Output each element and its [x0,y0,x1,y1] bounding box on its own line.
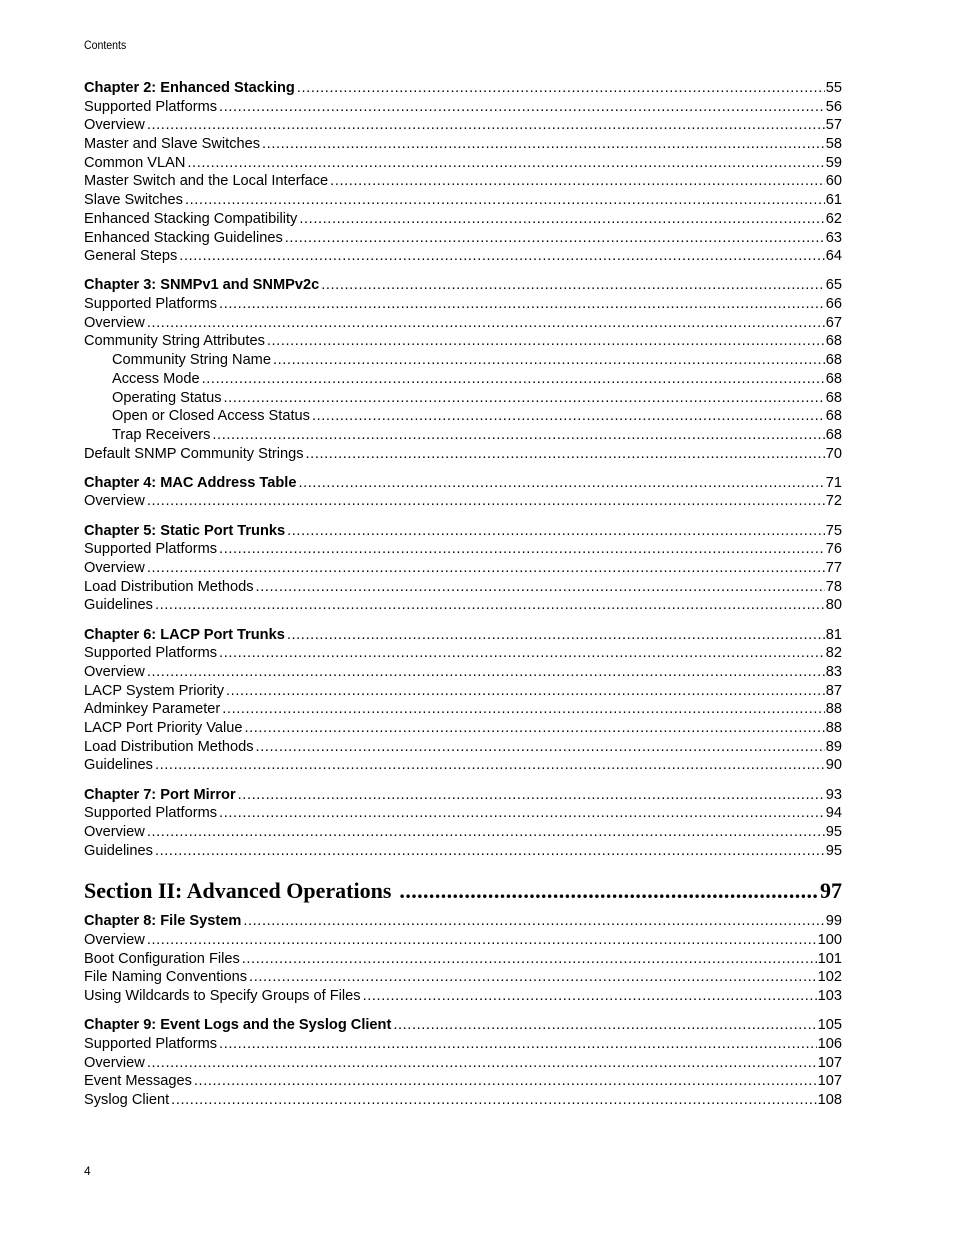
toc-entry-title: Load Distribution Methods [84,738,254,755]
dot-leader [217,644,825,663]
toc-entry-title: Supported Platforms [84,541,218,558]
dot-leader [285,522,825,541]
toc-entry-title: Community String Name [112,352,271,369]
toc-entry[interactable] [84,738,842,757]
toc-entry[interactable] [84,172,842,191]
toc-entry[interactable] [84,332,842,351]
toc-entry[interactable] [84,314,842,333]
dot-leader [169,1091,816,1110]
toc-chapter-group [84,912,842,1005]
toc-entry-page-number: 60 [825,173,842,190]
toc-entry[interactable] [84,682,842,701]
dot-leader [240,950,817,969]
toc-entry-title: Overview [84,493,145,510]
toc-entry-page-number: 64 [825,248,842,265]
toc-entry-title: Chapter 3: SNMPv1 and SNMPv2c [84,277,320,294]
toc-entry-page-number: 61 [825,192,842,209]
toc-entry-page-number: 65 [825,277,842,294]
dot-leader [217,804,825,823]
toc-entry-title: Supported Platforms [84,1035,218,1052]
dot-leader [217,540,825,559]
toc-entry-page-number: 68 [825,370,842,387]
toc-entry-title: Overview [84,823,145,840]
dot-leader [210,426,824,445]
dot-leader [285,626,825,645]
toc-subentry[interactable] [84,389,842,408]
toc-entry-title: Slave Switches [84,192,183,209]
dot-leader [183,191,825,210]
toc-entry-page-number: 100 [817,932,842,948]
dot-leader [200,370,825,389]
dot-leader [177,247,824,266]
toc-entry-page-number: 106 [817,1035,842,1052]
toc-subentry[interactable] [84,370,842,389]
dot-leader [254,578,825,597]
toc-entry-title: Load Distribution Methods [84,578,254,595]
toc-chapter-group [84,276,842,463]
dot-leader [247,968,817,987]
toc-chapter-group [84,1016,842,1109]
toc-entry-page-number: 93 [825,786,842,803]
toc-entry-page-number: 71 [825,474,842,491]
toc-entry-title: Access Mode [112,370,200,387]
dot-leader [145,559,825,578]
toc-entry[interactable] [84,756,842,775]
toc-entry-title: Chapter 6: LACP Port Trunks [84,626,285,643]
dot-leader [236,786,825,805]
toc-entry-title: Enhanced Stacking Guidelines [84,229,283,246]
dot-leader [222,389,825,408]
dot-leader [145,492,825,511]
toc-entry[interactable] [84,987,842,1006]
toc-entry-title: Overview [84,117,145,134]
toc-entry-page-number: 95 [825,823,842,840]
toc-chapter-entry[interactable] [84,276,842,295]
toc-entry[interactable] [84,968,842,987]
toc-entry[interactable] [84,578,842,597]
toc-entry-title: Supported Platforms [84,98,218,115]
toc-entry[interactable] [84,644,842,663]
toc-entry-title: Chapter 7: Port Mirror [84,786,236,803]
dot-leader [217,98,825,117]
dot-leader [217,1035,817,1054]
toc-entry[interactable] [84,1072,842,1091]
section-page-number: 97 [820,878,842,904]
dot-leader [283,229,825,248]
toc-entry[interactable] [84,596,842,615]
toc-entry-page-number: 101 [817,950,842,967]
toc-entry[interactable] [84,950,842,969]
dot-leader [319,276,825,295]
table-of-contents [84,79,842,1120]
toc-entry-title: Chapter 4: MAC Address Table [84,474,297,491]
toc-entry-page-number: 56 [825,98,842,115]
dot-leader [192,1072,817,1091]
toc-entry-title: Master and Slave Switches [84,136,261,153]
toc-entry-page-number: 57 [825,117,842,134]
toc-entry-page-number: 99 [825,913,842,930]
dot-leader [260,135,825,154]
toc-entry-page-number: 68 [825,426,842,443]
toc-entry-title: Master Switch and the Local Interface [84,173,329,190]
toc-subentry[interactable] [84,426,842,445]
toc-entry-title: Overview [84,932,145,948]
toc-entry[interactable] [84,700,842,719]
toc-entry[interactable] [84,823,842,842]
toc-chapter-group [84,626,842,776]
toc-subentry[interactable] [84,351,842,370]
dot-leader [153,756,825,775]
toc-entry[interactable] [84,116,842,135]
toc-entry-page-number: 78 [825,578,842,595]
toc-entry-title: Open or Closed Access Status [112,408,310,425]
toc-entry-page-number: 59 [825,154,842,171]
toc-entry-page-number: 108 [817,1092,842,1108]
toc-entry-title: LACP Port Priority Value [84,720,243,736]
toc-entry-title: Common VLAN [84,154,186,171]
toc-entry[interactable] [84,719,842,738]
toc-chapter-entry[interactable] [84,912,842,931]
toc-entry[interactable] [84,98,842,117]
toc-entry-title: Event Messages [84,1073,192,1090]
toc-entry[interactable] [84,295,842,314]
toc-entry-title: Chapter 2: Enhanced Stacking [84,80,295,96]
toc-entry-page-number: 102 [817,969,842,986]
toc-entry[interactable] [84,191,842,210]
dot-leader [145,1054,817,1073]
dot-leader [391,876,819,906]
toc-chapter-group [84,79,842,266]
dot-leader [304,445,825,464]
toc-entry-title: Trap Receivers [112,426,211,443]
toc-entry-page-number: 94 [825,805,842,822]
dot-leader [296,474,824,493]
dot-leader [297,210,824,229]
toc-entry[interactable] [84,247,842,266]
toc-entry-page-number: 67 [825,314,842,331]
toc-entry-page-number: 55 [825,80,842,96]
dot-leader [328,172,825,191]
toc-entry-page-number: 89 [825,738,842,755]
toc-entry-page-number: 58 [825,136,842,153]
toc-entry-page-number: 90 [825,757,842,774]
dot-leader [145,823,825,842]
toc-entry-page-number: 68 [825,352,842,369]
toc-entry-title: Chapter 9: Event Logs and the Syslog Client [84,1017,392,1034]
toc-entry-title: Adminkey Parameter [84,701,221,718]
toc-entry[interactable] [84,135,842,154]
dot-leader [265,332,825,351]
toc-entry-title: Overview [84,663,145,680]
toc-entry-title: Using Wildcards to Specify Groups of Files [84,988,361,1005]
dot-leader [271,351,825,370]
toc-entry-title: Overview [84,314,145,331]
toc-entry-page-number: 62 [825,210,842,227]
toc-entry-page-number: 107 [817,1073,842,1090]
dot-leader [145,314,825,333]
dot-leader [145,116,825,135]
toc-entry-title: General Steps [84,248,178,265]
toc-entry-page-number: 105 [817,1017,842,1034]
toc-chapter-entry[interactable] [84,474,842,493]
toc-entry-title: Enhanced Stacking Compatibility [84,210,298,227]
toc-entry-page-number: 75 [825,522,842,539]
toc-chapter-entry[interactable] [84,1016,842,1035]
toc-entry-page-number: 63 [825,229,842,246]
toc-chapter-group [84,522,842,615]
toc-entry[interactable] [84,1054,842,1073]
dot-leader [254,738,825,757]
toc-entry-page-number: 88 [825,701,842,718]
toc-chapter-entry[interactable] [84,79,842,98]
toc-entry-title: Chapter 5: Static Port Trunks [84,522,286,539]
toc-entry-title: LACP System Priority [84,682,225,699]
toc-entry-page-number: 87 [825,682,842,699]
toc-entry-title: Overview [84,560,145,576]
section-title: Section II: Advanced Operations [84,878,392,904]
dot-leader [185,154,824,173]
toc-entry-page-number: 95 [825,842,842,859]
toc-entry-page-number: 72 [825,493,842,510]
dot-leader [153,596,825,615]
toc-entry[interactable] [84,210,842,229]
toc-chapter-group [84,786,842,861]
toc-entry-title: Chapter 8: File System [84,913,242,930]
toc-chapter-entry[interactable] [84,626,842,645]
toc-entry-page-number: 88 [825,720,842,736]
toc-entry-page-number: 103 [817,988,842,1005]
toc-entry-page-number: 66 [825,296,842,313]
toc-entry-title: Community String Attributes [84,333,265,350]
toc-entry-title: File Naming Conventions [84,969,248,986]
toc-entry-page-number: 68 [825,333,842,350]
toc-entry-page-number: 70 [825,445,842,462]
toc-entry-title: Supported Platforms [84,645,218,662]
toc-entry[interactable] [84,492,842,511]
dot-leader [361,987,817,1006]
toc-entry[interactable] [84,1091,842,1110]
dot-leader [241,912,824,931]
dot-leader [145,663,825,682]
toc-entry[interactable] [84,445,842,464]
toc-entry-title: Default SNMP Community Strings [84,445,304,462]
toc-entry-title: Supported Platforms [84,805,218,822]
dot-leader [145,931,817,950]
running-header: Contents [84,38,127,52]
toc-entry-title: Boot Configuration Files [84,950,240,967]
toc-entry-page-number: 68 [825,408,842,425]
toc-entry-page-number: 81 [825,626,842,643]
toc-chapter-entry[interactable] [84,522,842,541]
toc-entry[interactable] [84,842,842,861]
toc-entry-page-number: 68 [825,389,842,406]
toc-entry-title: Operating Status [112,389,222,406]
toc-entry-title: Guidelines [84,842,153,859]
dot-leader [224,682,825,701]
dot-leader [391,1016,816,1035]
toc-chapter-group [84,474,842,511]
toc-entry-title: Supported Platforms [84,296,218,313]
toc-entry-title: Guidelines [84,757,153,774]
toc-entry[interactable] [84,663,842,682]
toc-entry[interactable] [84,154,842,173]
page-number: 4 [84,1164,91,1178]
toc-entry-page-number: 83 [825,663,842,680]
toc-entry[interactable] [84,804,842,823]
toc-entry-page-number: 77 [825,560,842,576]
dot-leader [153,842,825,861]
toc-entry[interactable] [84,229,842,248]
toc-chapter-entry[interactable] [84,786,842,805]
dot-leader [217,295,825,314]
toc-entry[interactable] [84,1035,842,1054]
toc-entry-page-number: 80 [825,597,842,614]
toc-entry-title: Guidelines [84,597,153,614]
section-heading[interactable] [84,876,842,906]
toc-entry-title: Syslog Client [84,1092,170,1108]
toc-subentry[interactable] [84,407,842,426]
dot-leader [295,79,825,98]
toc-entry-page-number: 76 [825,541,842,558]
dot-leader [310,407,825,426]
toc-entry-title: Overview [84,1054,145,1071]
toc-entry[interactable] [84,540,842,559]
dot-leader [220,700,825,719]
toc-entry[interactable] [84,931,842,950]
toc-entry-page-number: 82 [825,645,842,662]
toc-entry-page-number: 107 [817,1054,842,1071]
toc-entry[interactable] [84,559,842,578]
dot-leader [242,719,824,738]
